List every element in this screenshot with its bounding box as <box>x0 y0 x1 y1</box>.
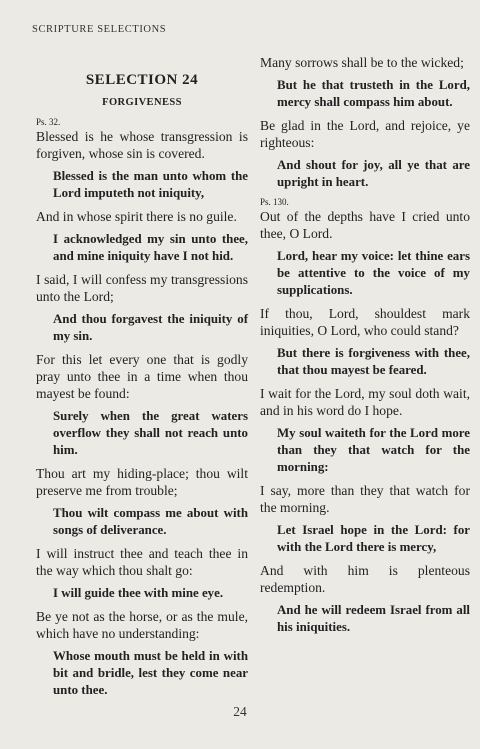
response-verse: But he that trusteth in the Lord, mercy shall compass him about. <box>277 78 470 109</box>
response-verse: And he will redeem Israel from all his iniquities. <box>277 603 470 634</box>
right-column-text <box>260 54 470 636</box>
verse: I will instruct thee and teach thee in the way which thou shalt go: <box>36 546 248 578</box>
page-number: 24 <box>233 704 247 719</box>
verse: I said, I will confess my transgressions unto the Lord; <box>36 272 248 304</box>
response-verse: I will guide thee with mine eye. <box>53 586 224 600</box>
response-verse: I acknowledged my sin unto thee, and mine iniquity have I not hid. <box>53 232 248 263</box>
verse: For this let every one that is godly pray unto thee in a time when thou mayest be found: <box>36 352 248 401</box>
psalm-reference: Ps. 32. <box>36 117 61 127</box>
verse: Out of the depths have I cried unto thee, O Lord. <box>260 209 470 241</box>
response-verse: Surely when the great waters overflow they shall not reach unto him. <box>53 409 248 457</box>
verse: Thou art my hiding-place; thou wilt preserve me from trouble; <box>36 466 248 498</box>
verse: Be glad in the Lord, and rejoice, ye righteous: <box>260 118 470 150</box>
response-verse: And shout for joy, all ye that are upright in heart. <box>277 158 470 189</box>
left-column <box>36 54 248 705</box>
response-verse: My soul waiteth for the Lord more than they that watch for the morning: <box>277 426 470 474</box>
right-column <box>260 54 470 642</box>
verse: If thou, Lord, shouldest mark iniquities, O Lord, who could stand? <box>260 306 470 338</box>
response-verse: Blessed is the man unto whom the Lord imputeth not iniquity, <box>53 169 248 200</box>
selection-subtitle: FORGIVENESS <box>102 97 182 108</box>
selection-title: SELECTION 24 <box>85 72 199 88</box>
verse: Be ye not as the horse, or as the mule, which have no understanding: <box>36 609 248 641</box>
response-verse: But there is forgiveness with thee, that thou mayest be feared. <box>277 346 470 377</box>
left-column-text <box>36 117 248 699</box>
response-verse: Thou wilt compass me about with songs of deliverance. <box>53 506 248 537</box>
verse: Many sorrows shall be to the wicked; <box>260 55 464 70</box>
verse: I say, more than they that watch for the morning. <box>260 483 470 515</box>
verse: I wait for the Lord, my soul doth wait, and in his word do I hope. <box>260 386 470 418</box>
response-verse: Let Israel hope in the Lord: for with the Lord there is mercy, <box>277 523 470 554</box>
verse: Blessed is he whose transgression is forgiven, whose sin is covered. <box>36 129 248 161</box>
running-head: SCRIPTURE SELECTIONS <box>32 24 167 35</box>
verse: And in whose spirit there is no guile. <box>36 209 237 224</box>
response-verse: Whose mouth must be held in with bit and bridle, lest they come near unto thee. <box>53 649 248 697</box>
response-verse: And thou forgavest the iniquity of my sin. <box>53 312 248 343</box>
verse: And with him is plenteous redemption. <box>260 563 470 595</box>
psalm-reference: Ps. 130. <box>260 197 289 207</box>
response-verse: Lord, hear my voice: let thine ears be attentive to the voice of my supplications. <box>277 249 470 297</box>
